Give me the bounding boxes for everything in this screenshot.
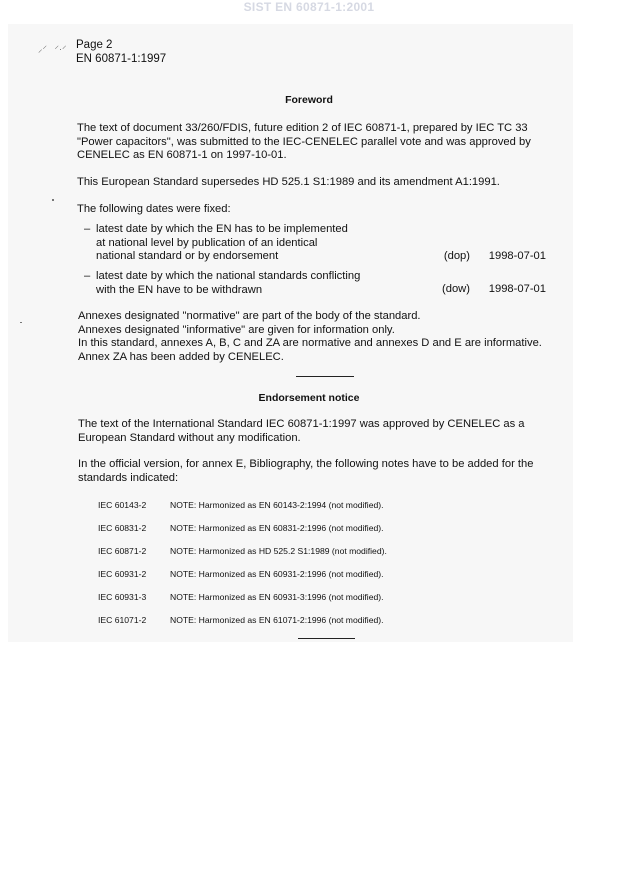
date-item-dop bbox=[84, 223, 546, 264]
standard-ref: IEC 61071-2 bbox=[98, 615, 147, 625]
foreword-paragraph-3: The following dates were fixed: bbox=[77, 203, 231, 215]
date-item-text bbox=[96, 270, 360, 297]
standard-ref: IEC 60871-2 bbox=[98, 546, 147, 556]
text-line: The text of the International Standard IEC 60871-1:1997 was approved by CENELEC as a bbox=[78, 418, 525, 430]
date-value: 1998-07-01 bbox=[488, 283, 546, 295]
page-number: Page 2 bbox=[76, 39, 113, 51]
scan-specks: ⸝⸍ ⸍·⸍ bbox=[38, 44, 67, 54]
scan-speck bbox=[52, 199, 54, 201]
standard-ref: IEC 60931-3 bbox=[98, 592, 147, 602]
dash-bullet: – bbox=[84, 270, 91, 282]
annexes-paragraph bbox=[78, 310, 542, 364]
harmonization-note bbox=[98, 592, 384, 602]
note-text: NOTE: Harmonized as EN 60143-2:1994 (not modified). bbox=[170, 500, 384, 510]
text-line: European Standard without any modification. bbox=[78, 431, 301, 444]
document-id: EN 60871-1:1997 bbox=[76, 53, 167, 65]
text-line: CENELEC as EN 60871-1 on 1997-10-01. bbox=[77, 149, 287, 161]
standard-ref: IEC 60143-2 bbox=[98, 500, 147, 510]
endorsement-paragraph-1 bbox=[78, 418, 525, 445]
harmonization-note bbox=[98, 523, 384, 533]
date-abbr: (dow) bbox=[442, 283, 470, 295]
text-line: The text of document 33/260/FDIS, future edition 2 of IEC 60871-1, prepared by IEC TC 33 bbox=[77, 122, 528, 134]
text-line: standards indicated: bbox=[78, 471, 179, 484]
text-line: Annex ZA has been added by CENELEC. bbox=[78, 350, 284, 363]
harmonization-note bbox=[98, 546, 387, 556]
watermark: SIST EN 60871-1:2001 bbox=[243, 0, 375, 14]
foreword-heading: Foreword bbox=[285, 94, 333, 106]
note-text: NOTE: Harmonized as EN 60831-2:1996 (not modified). bbox=[170, 523, 384, 533]
note-text: NOTE: Harmonized as EN 60931-3:1996 (not modified). bbox=[170, 592, 384, 602]
harmonization-note bbox=[98, 569, 384, 579]
date-value: 1998-07-01 bbox=[488, 250, 546, 262]
date-item-text bbox=[96, 223, 348, 264]
text-line: at national level by publication of an identical bbox=[96, 236, 318, 249]
text-line: In the official version, for annex E, Bibliography, the following notes have to be added for the bbox=[78, 458, 534, 470]
text-line: national standard or by endorsement bbox=[96, 250, 279, 262]
page-header bbox=[76, 38, 166, 66]
section-divider bbox=[296, 376, 354, 377]
foreword-paragraph-2: This European Standard supersedes HD 525.1 S1:1989 and its amendment A1:1991. bbox=[77, 176, 500, 188]
text-line: latest date by which the national standards conflicting bbox=[96, 270, 361, 282]
standard-ref: IEC 60931-2 bbox=[98, 569, 147, 579]
text-line: Annexes designated "informative" are given for information only. bbox=[78, 323, 395, 336]
text-line: Annexes designated "normative" are part of the body of the standard. bbox=[78, 310, 421, 322]
foreword-paragraph-1 bbox=[77, 122, 531, 163]
harmonization-note bbox=[98, 500, 384, 510]
text-line: latest date by which the EN has to be implemented bbox=[96, 223, 348, 235]
dash-bullet: – bbox=[84, 223, 91, 235]
date-item-dow bbox=[84, 270, 546, 298]
harmonization-note bbox=[98, 615, 384, 625]
end-divider bbox=[298, 638, 355, 639]
standard-ref: IEC 60831-2 bbox=[98, 523, 147, 533]
text-line: "Power capacitors", was submitted to the IEC-CENELEC parallel vote and was approved by bbox=[77, 135, 531, 148]
text-line: In this standard, annexes A, B, C and ZA are normative and annexes D and E are informative. bbox=[78, 337, 542, 349]
note-text: NOTE: Harmonized as EN 60931-2:1996 (not modified). bbox=[170, 569, 384, 579]
scan-speck bbox=[20, 322, 22, 323]
note-text: NOTE: Harmonized as HD 525.2 S1:1989 (not modified). bbox=[170, 546, 387, 556]
endorsement-paragraph-2 bbox=[78, 458, 533, 485]
date-abbr: (dop) bbox=[443, 250, 470, 262]
text-line: with the EN have to be withdrawn bbox=[96, 283, 263, 296]
endorsement-heading: Endorsement notice bbox=[258, 392, 360, 404]
note-text: NOTE: Harmonized as EN 61071-2:1996 (not modified). bbox=[170, 615, 384, 625]
